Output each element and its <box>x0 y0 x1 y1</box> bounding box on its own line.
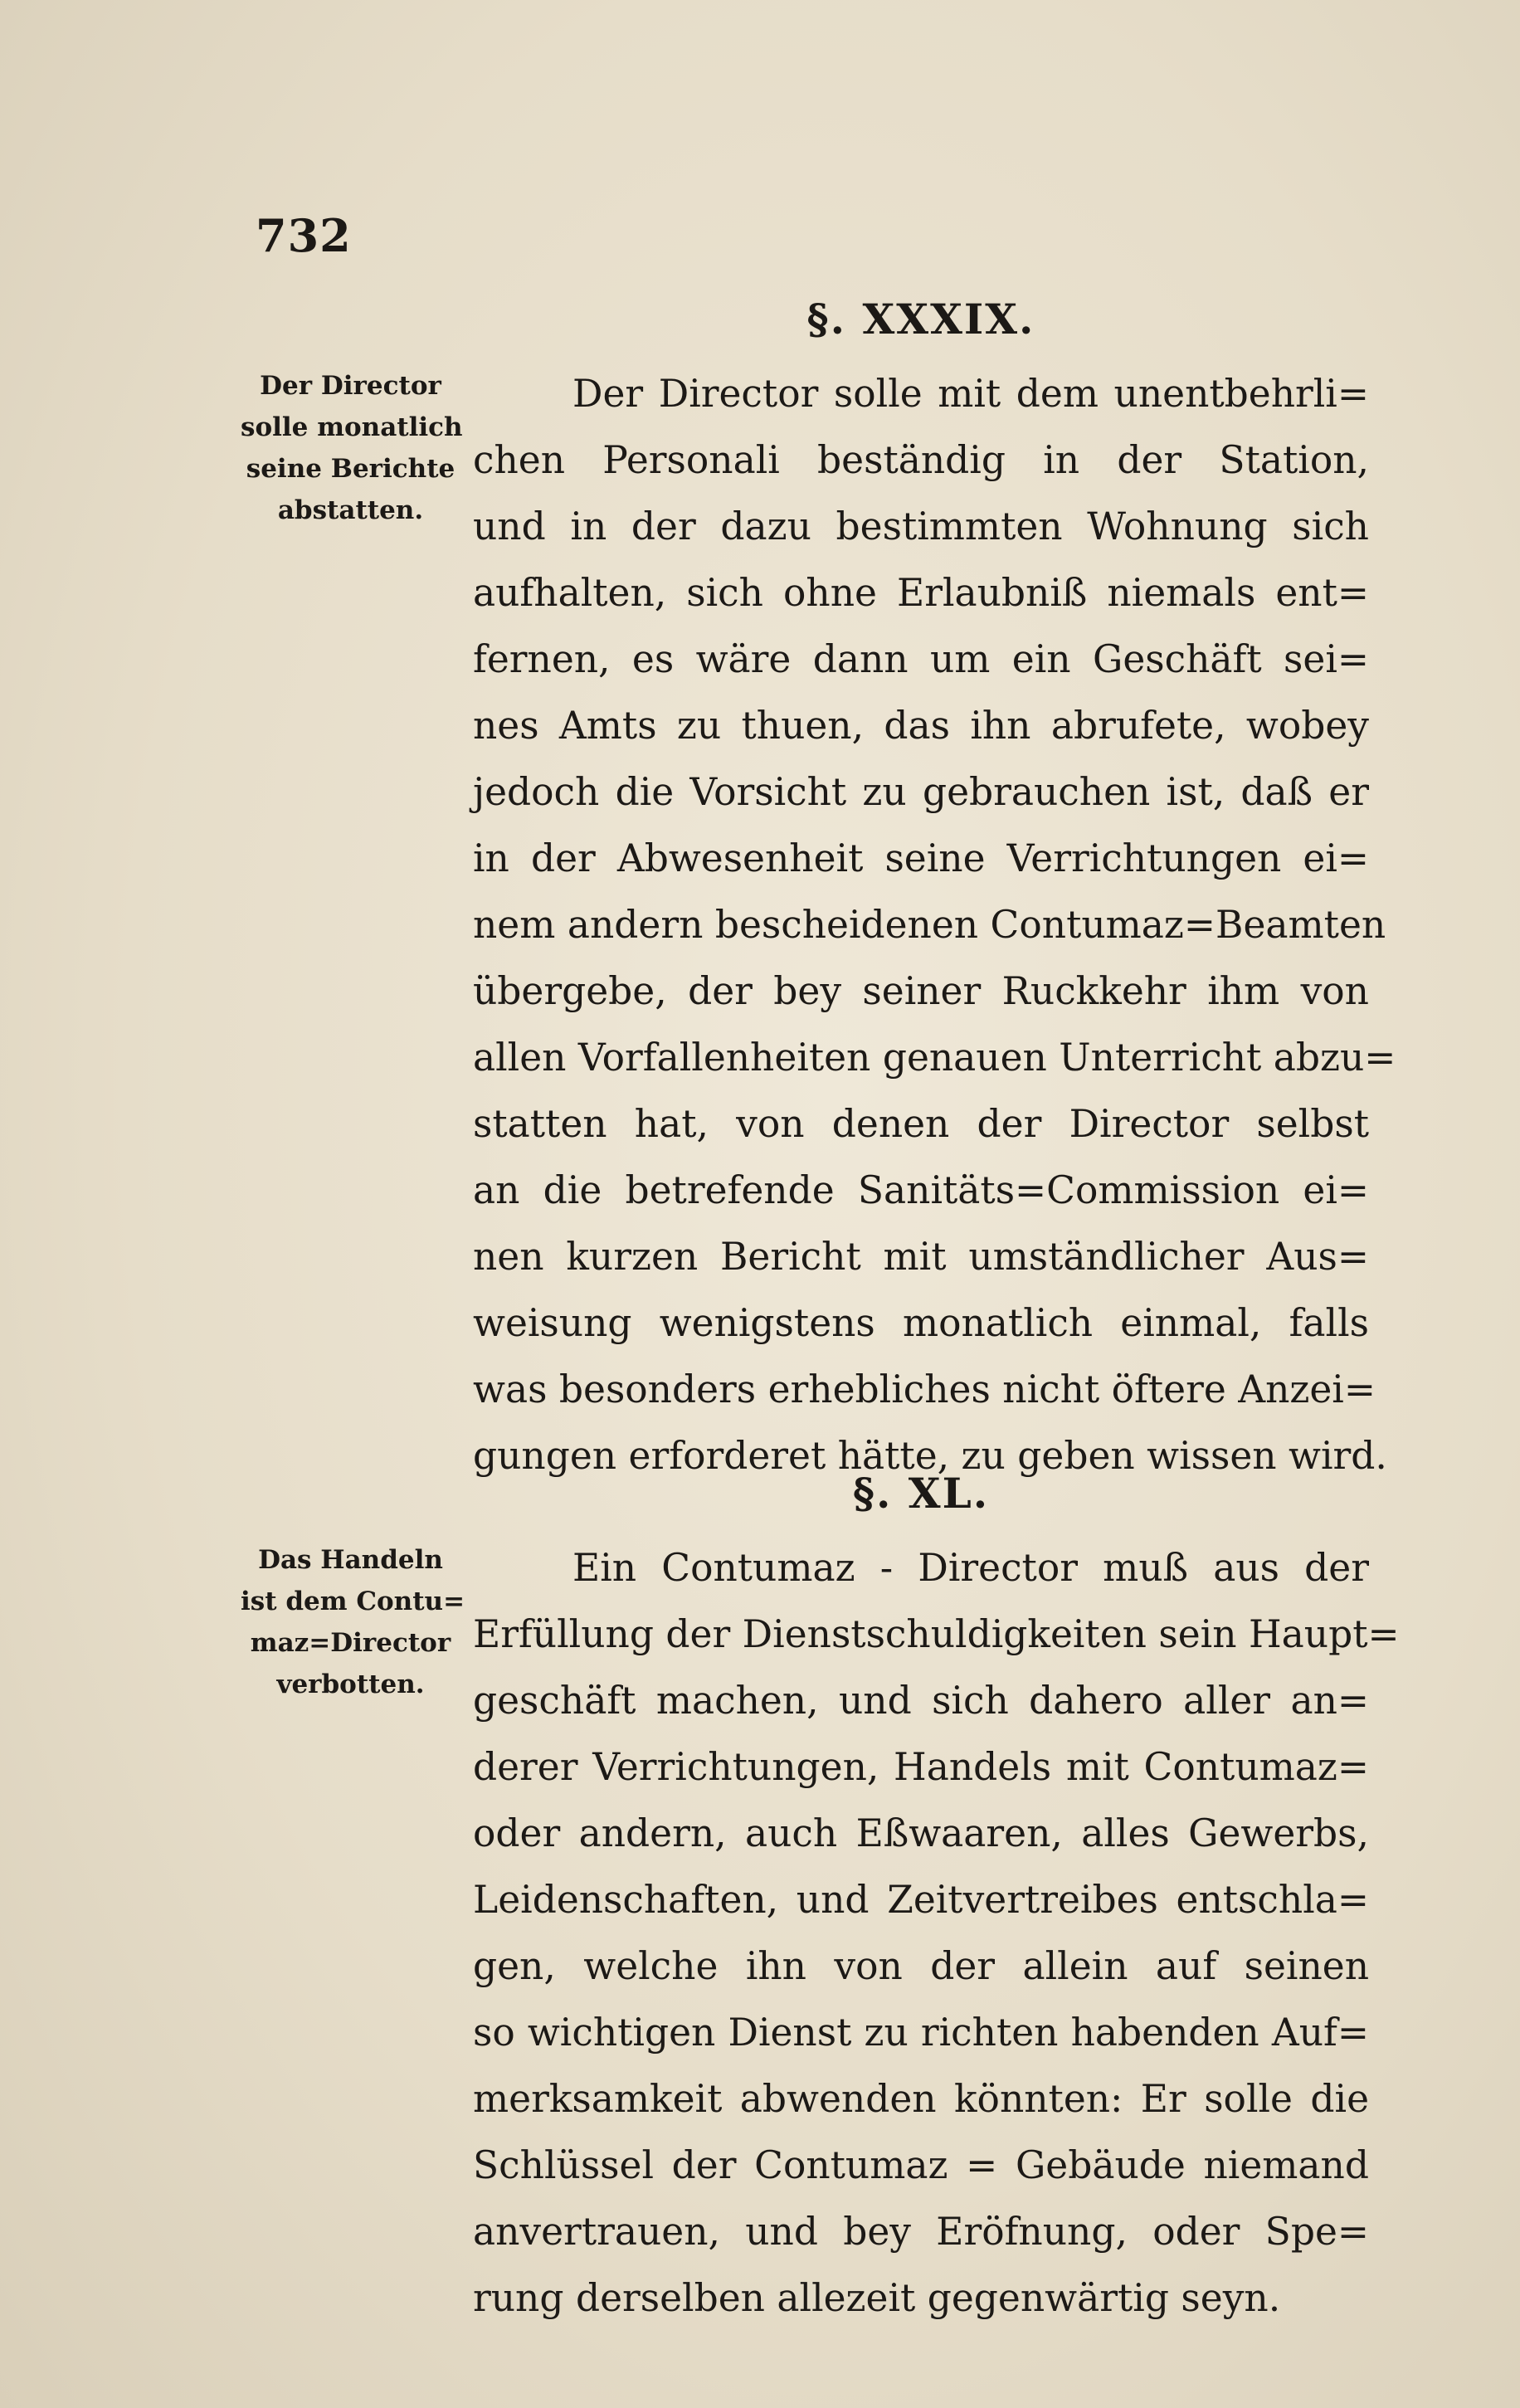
text-line: Der Director solle mit dem unentbehrli= <box>572 372 1369 416</box>
text-line: merksamkeit abwenden könnten: Er solle die <box>473 2077 1369 2121</box>
text-line: Erfüllung der Dienstschuldigkeiten sein Haupt= <box>473 1612 1400 1656</box>
text-line: geschäft machen, und sich dahero aller an= <box>473 1679 1369 1723</box>
text-line: fernen, es wäre dann um ein Geschäft sei= <box>473 637 1369 681</box>
marginal-note-line: abstatten. <box>277 495 424 525</box>
marginal-note-director-reports <box>241 365 463 531</box>
text-line: statten hat, von denen der Director selbst <box>473 1102 1369 1146</box>
text-line: oder andern, auch Eßwaaren, alles Gewerbs, <box>473 1811 1369 1855</box>
text-line: Schlüssel der Contumaz = Gebäude niemand <box>473 2143 1369 2187</box>
marginal-note-line: maz=Director <box>250 1628 451 1658</box>
text-line: Leidenschaften, und Zeitvertreibes entschla= <box>473 1878 1369 1922</box>
text-line: gen, welche ihn von der allein auf seinen <box>473 1944 1369 1988</box>
marginal-note-line: solle monatlich <box>241 412 463 442</box>
text-line: an die betrefende Sanitäts=Commission ei= <box>473 1168 1369 1212</box>
text-line: derer Verrichtungen, Handels mit Contumaz= <box>473 1745 1369 1789</box>
text-line: aufhalten, sich ohne Erlaubniß niemals ent= <box>473 571 1369 615</box>
text-line: allen Vorfallenheiten genauen Unterricht abzu= <box>473 1036 1396 1080</box>
marginal-note-line: Der Director <box>260 371 441 401</box>
text-line: Ein Contumaz - Director muß aus der <box>572 1546 1369 1590</box>
text-line: übergebe, der bey seiner Ruckkehr ihm von <box>473 969 1369 1013</box>
text-line: anvertrauen, und bey Eröfnung, oder Spe= <box>473 2210 1369 2254</box>
text-line: nem andern bescheidenen Contumaz=Beamten <box>473 903 1386 947</box>
marginal-note-line: Das Handeln <box>258 1545 443 1575</box>
marginal-note-line: ist dem Contu= <box>241 1587 465 1616</box>
text-line: rung derselben allezeit gegenwärtig seyn. <box>473 2276 1281 2320</box>
marginal-note-line: seine Berichte <box>246 454 456 484</box>
page-number: 732 <box>256 209 352 262</box>
section-heading-xl: §. XL. <box>852 1469 990 1518</box>
text-line: chen Personali beständig in der Station, <box>473 438 1369 482</box>
text-line: was besonders erhebliches nicht öftere Anzei= <box>473 1367 1376 1411</box>
section-heading-xxxix: §. XXXIX. <box>806 295 1035 344</box>
text-line: und in der dazu bestimmten Wohnung sich <box>473 505 1369 548</box>
text-line: jedoch die Vorsicht zu gebrauchen ist, daß er <box>473 770 1369 814</box>
text-line: nes Amts zu thuen, das ihn abrufete, wobey <box>473 704 1369 748</box>
text-line: gungen erforderet hätte, zu geben wissen wird. <box>473 1434 1387 1478</box>
section-body-xxxix <box>473 361 1396 1489</box>
section-body-xl <box>473 1535 1400 2332</box>
text-line: so wichtigen Dienst zu richten habenden Auf= <box>473 2011 1369 2055</box>
marginal-note-trading-forbidden <box>241 1539 465 1705</box>
text-line: nen kurzen Bericht mit umständlicher Aus= <box>473 1235 1369 1279</box>
text-line: in der Abwesenheit seine Verrichtungen ei= <box>473 836 1369 880</box>
marginal-note-line: verbotten. <box>276 1670 425 1699</box>
text-line: weisung wenigstens monatlich einmal, falls <box>473 1301 1369 1345</box>
